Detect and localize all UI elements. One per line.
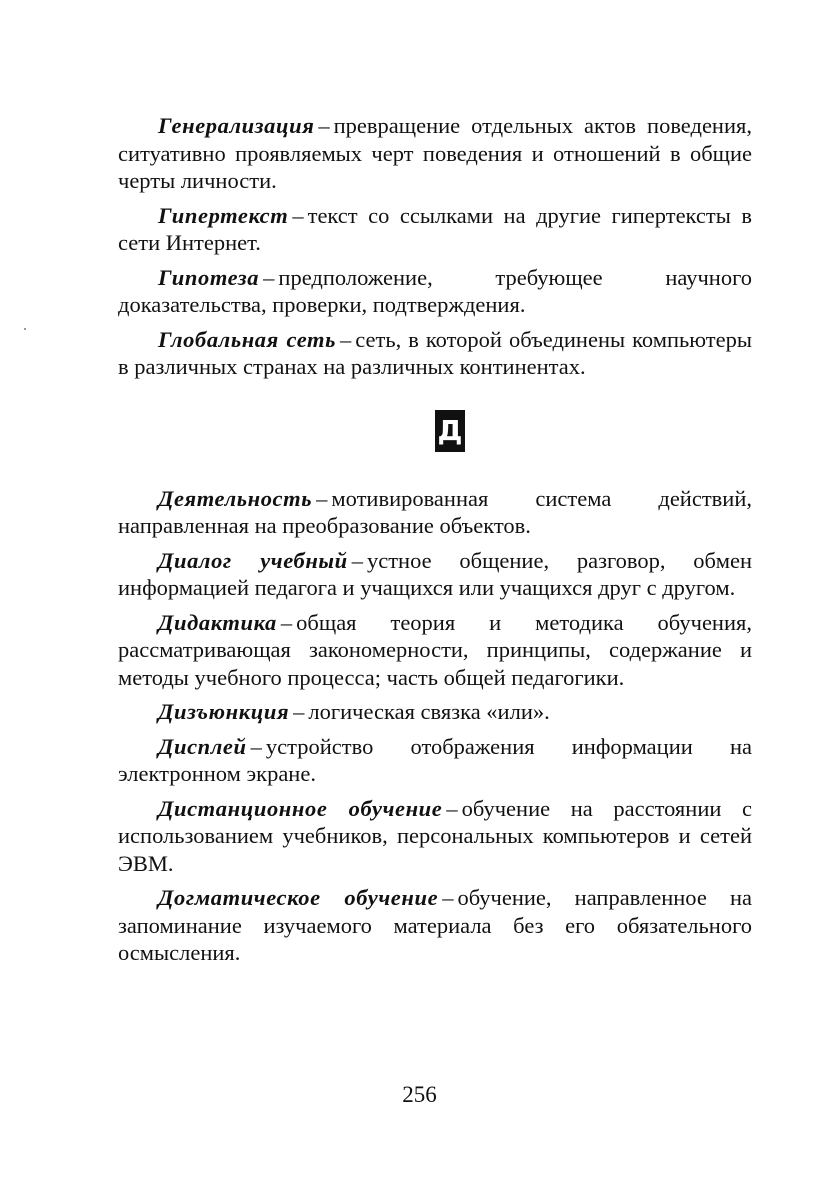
entry-definition: обучение, направленное на запоминание изучаемого материала без его обязательного осмысления. [118,885,752,965]
entry-dash: – [263,264,275,290]
entry-dash: – [442,885,454,910]
entry-dash: – [293,699,305,724]
entry-term: Догматическое обучение [158,885,439,910]
glossary-entry [118,485,752,540]
entry-definition: обучение на расстоянии с использованием учебников, персональных компьютеров и сетей ЭВМ. [118,795,753,876]
entry-definition: мотивированная система действий, направленная на преобразование объектов. [118,485,752,538]
scan-speck [24,328,26,330]
entry-definition: общая теория и методика обучения, рассматривающая закономерности, принципы, содержание и методы учебного процесса; часть общей педагогики. [118,609,752,690]
entry-term: Дисплей [158,733,247,759]
entry-term: Дизъюнкция [158,699,290,724]
dictionary-page [118,112,752,967]
entry-term: Дидактика [158,609,277,635]
entry-definition: текст со ссылками на другие гипертексты в сети Интернет. [118,202,752,255]
entry-term: Глобальная сеть [158,326,337,352]
section-heading [118,410,752,452]
glossary-entry [118,264,752,319]
entry-definition: сеть, в которой объединены компьютеры в различных странах на различных континентах. [118,326,752,379]
entry-dash: – [446,795,458,821]
entry-term: Деятельность [158,485,313,511]
entry-definition: устное общение, разговор, обмен информацией педагога и учащихся или учащихся друг с другом. [118,547,752,600]
entry-term: Диалог учебный [158,547,348,573]
entry-dash: – [351,547,363,573]
glossary-entry [118,547,752,602]
entry-dash: – [340,326,352,352]
entry-definition: превращение отдельных актов поведения, ситуативно проявляемых черт поведения и отношений в общие черты личности. [118,113,752,193]
entry-dash: – [318,113,330,138]
glossary-entry [118,884,752,967]
section-g-entries [118,112,752,381]
entry-definition: предположение, требующее научного доказательства, проверки, подтверждения. [118,264,752,317]
page-number: 256 [402,1082,437,1107]
entry-term: Дистанционное обучение [158,795,443,821]
entry-term: Гипертекст [158,202,289,228]
entry-dash: – [316,485,328,511]
entry-dash: – [250,733,262,759]
glossary-entry [118,112,752,195]
entry-dash: – [292,202,304,228]
entry-dash: – [280,609,293,635]
glossary-entry [118,698,752,726]
entry-term: Генерализация [158,113,315,138]
glossary-entry [118,733,752,788]
section-letter-badge: Д [435,410,465,452]
glossary-entry [118,326,752,381]
glossary-entry [118,609,752,692]
glossary-entry [118,795,752,878]
glossary-entry [118,202,752,257]
entry-term: Гипотеза [158,264,260,290]
entry-definition: устройство отображения информации на электронном экране. [118,733,752,786]
entry-definition: логическая связка «или». [308,699,550,724]
section-d-entries [118,485,752,967]
